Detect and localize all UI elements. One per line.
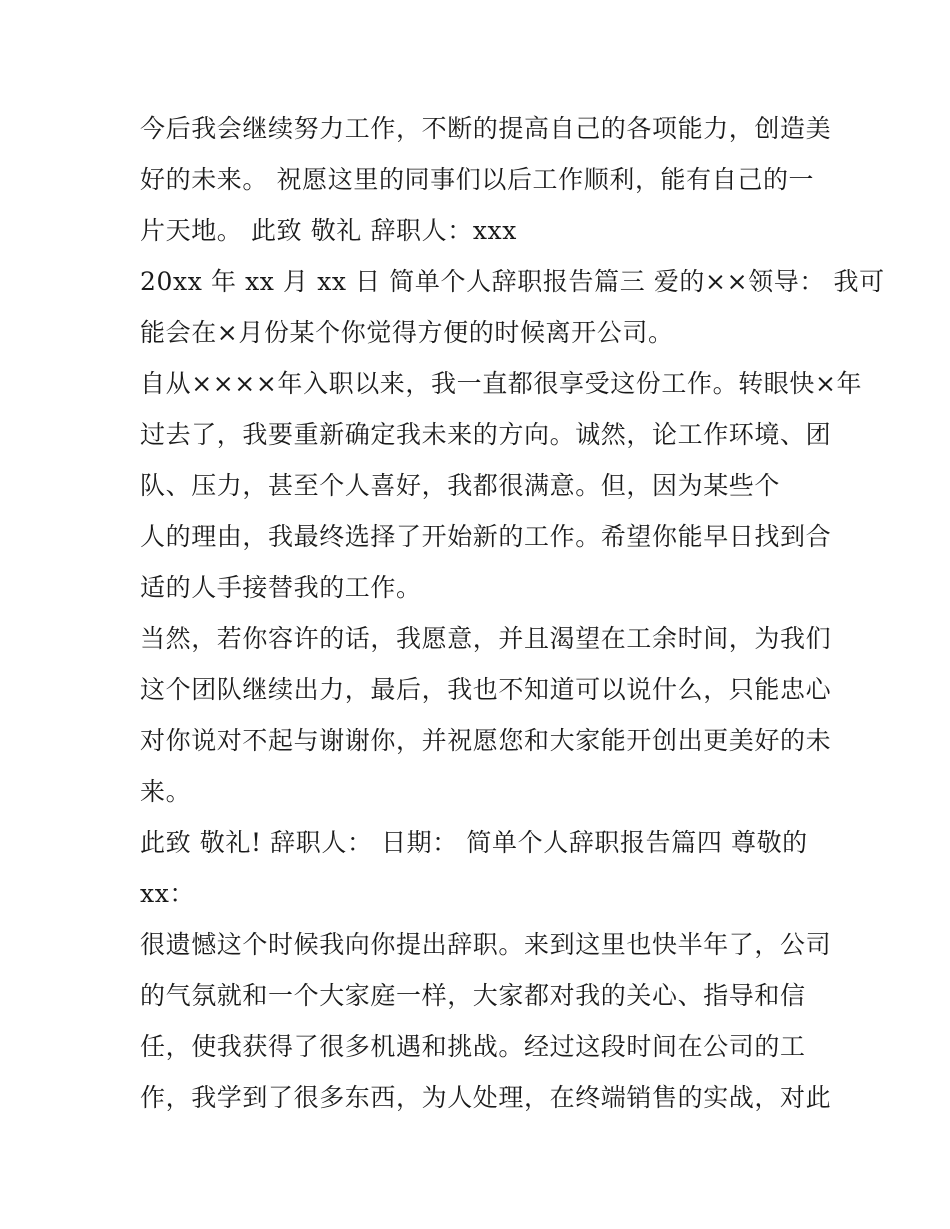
text-line: 适的人手接替我的工作。 xyxy=(140,573,422,602)
text-line: 过去了，我要重新确定我未来的方向。诚然，论工作环境、团 xyxy=(140,420,832,449)
text-line: 好的未来。 祝愿这里的同事们以后工作顺利，能有自己的一 xyxy=(140,165,815,194)
text-line: 来。 xyxy=(140,777,192,806)
text-line: 很遗憾这个时候我向你提出辞职。来到这里也快半年了，公司 xyxy=(140,930,832,959)
text-line: 20xx 年 xx 月 xx 日 简单个人辞职报告篇三 爱的××领导： 我可 xyxy=(140,267,885,296)
text-line: 能会在×月份某个你觉得方便的时候离开公司。 xyxy=(140,318,674,347)
text-line: 人的理由，我最终选择了开始新的工作。希望你能早日找到合 xyxy=(140,522,832,551)
text-line: 今后我会继续努力工作，不断的提高自己的各项能力，创造美 xyxy=(140,114,832,143)
text-line: 对你说对不起与谢谢你，并祝愿您和大家能开创出更美好的未 xyxy=(140,726,832,755)
text-line: 自从××××年入职以来，我一直都很享受这份工作。转眼快×年 xyxy=(140,369,863,398)
text-line: xx： xyxy=(140,879,195,908)
text-line: 队、压力，甚至个人喜好，我都很满意。但，因为某些个 xyxy=(140,471,781,500)
text-line: 作，我学到了很多东西，为人处理，在终端销售的实战，对此 xyxy=(140,1083,832,1112)
text-line: 当然，若你容许的话，我愿意，并且渴望在工余时间，为我们 xyxy=(140,624,832,653)
text-line: 片天地。 此致 敬礼 辞职人：xxx xyxy=(140,216,517,245)
text-line: 此致 敬礼! 辞职人： 日期： 简单个人辞职报告篇四 尊敬的 xyxy=(140,828,808,857)
text-line: 的气氛就和一个大家庭一样，大家都对我的关心、指导和信 xyxy=(140,981,806,1010)
text-line: 这个团队继续出力，最后，我也不知道可以说什么，只能忠心 xyxy=(140,675,832,704)
text-line: 任，使我获得了很多机遇和挑战。经过这段时间在公司的工 xyxy=(140,1032,806,1061)
